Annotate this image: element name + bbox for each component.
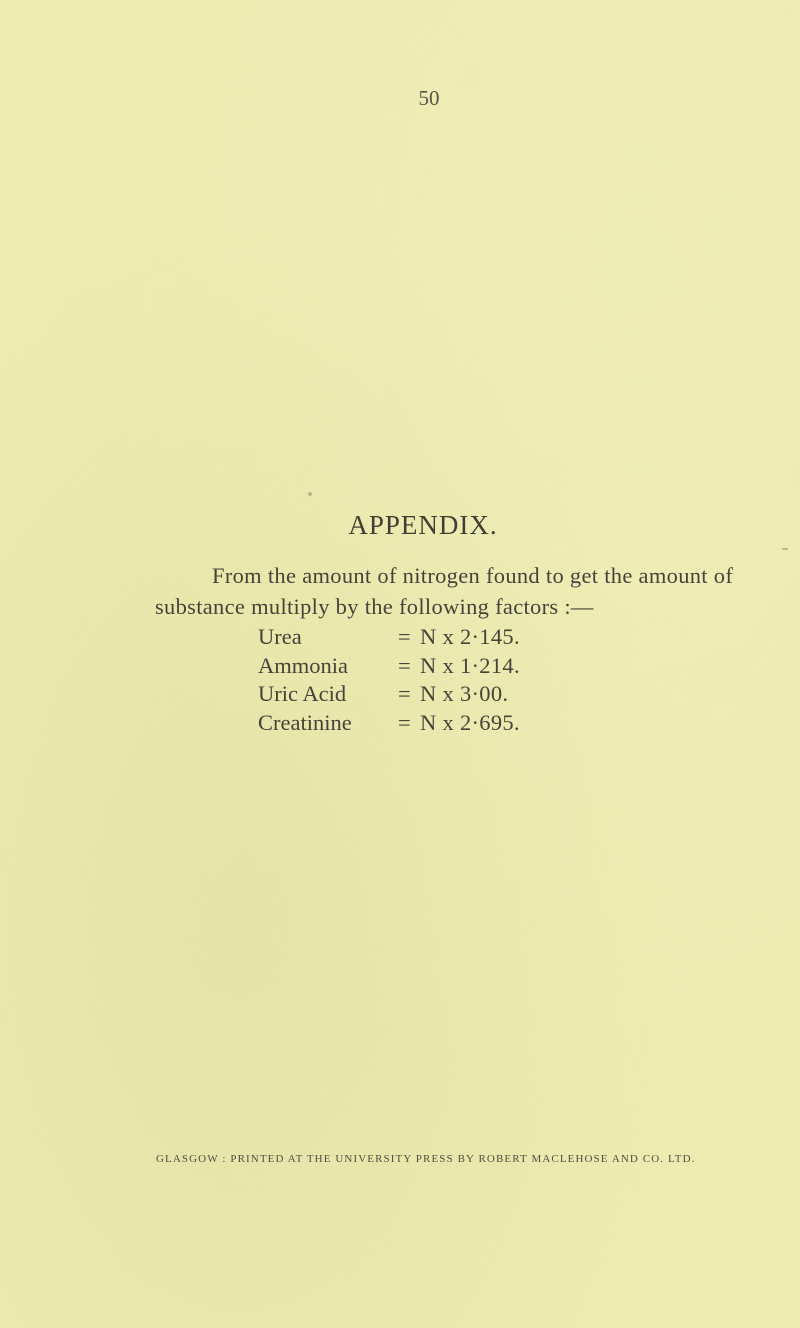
factor-name: Uric Acid (258, 681, 347, 706)
factor-value: N x 2·145. (420, 624, 520, 649)
factor-name: Urea (258, 624, 302, 649)
factor-row-creatinine (258, 709, 520, 738)
paper-speck (782, 548, 788, 550)
printer-imprint: GLASGOW : PRINTED AT THE UNIVERSITY PRESS BY ROBERT MACLEHOSE AND CO. LTD. (156, 1153, 696, 1165)
factor-equals: = (398, 652, 411, 678)
factor-equals: = (398, 624, 411, 649)
factor-value: N x 2·695. (420, 709, 520, 735)
paper-speck (308, 492, 312, 496)
factor-equals: = (398, 709, 411, 735)
factor-value: N x 3·00. (420, 681, 509, 706)
factor-equals: = (398, 681, 411, 706)
factor-name: Creatinine (258, 709, 352, 735)
appendix-heading: APPENDIX. (348, 510, 498, 540)
factor-list (258, 623, 520, 737)
intro-text-line-2: substance multiply by the following factors :— (155, 594, 594, 619)
factor-value: N x 1·214. (420, 652, 520, 678)
factor-row-urea (258, 623, 520, 652)
factor-row-ammonia (258, 652, 520, 681)
factor-name: Ammonia (258, 652, 348, 678)
intro-text-line-1: From the amount of nitrogen found to get the amount of (212, 563, 734, 588)
factor-row-uric-acid (258, 680, 520, 709)
page-number: 50 (418, 86, 440, 110)
